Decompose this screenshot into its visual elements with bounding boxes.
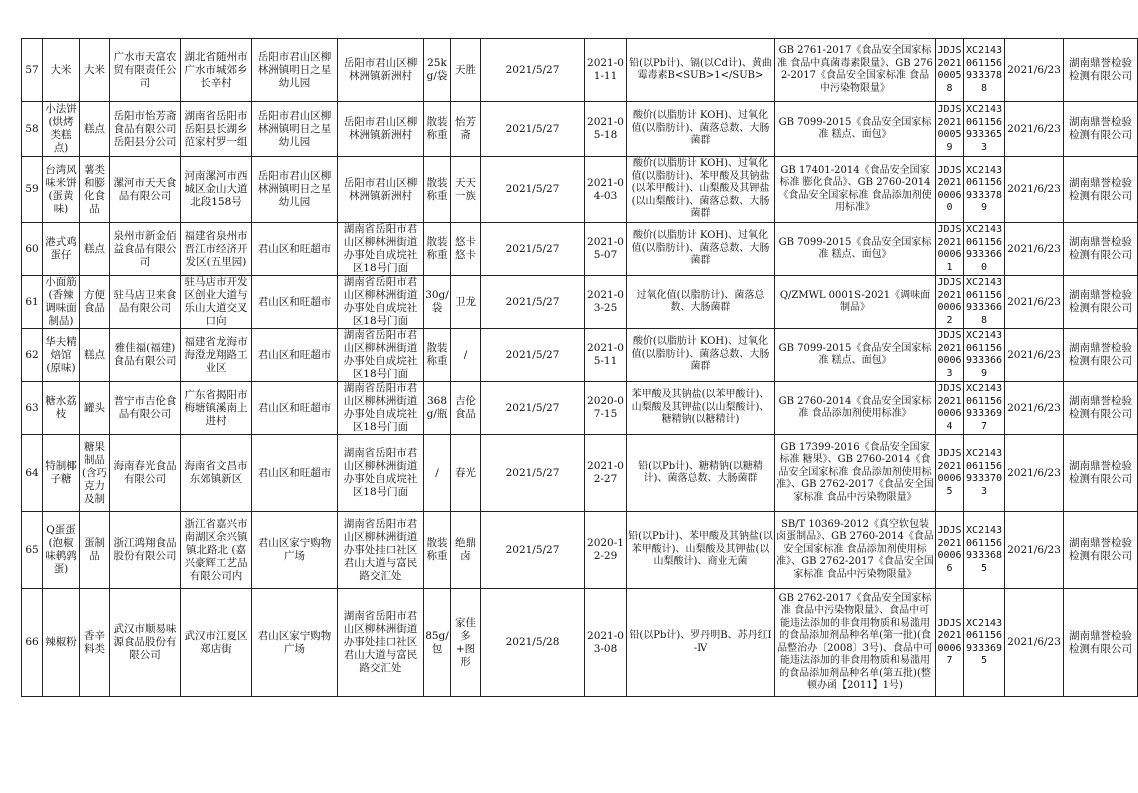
cell-sampled-unit: 君山区家宁购物广场: [252, 512, 338, 589]
cell-sample-no: XC21430611569333697: [964, 382, 1005, 435]
cell-no: 64: [22, 435, 43, 512]
cell-brand: 天天一族: [451, 157, 481, 223]
cell-brand: 春光: [451, 435, 481, 512]
cell-no: 59: [22, 157, 43, 223]
cell-producer-address: 驻马店市开发区创业大道与乐山大道交叉口向: [181, 276, 252, 329]
cell-production-date: 2021-05-18: [585, 102, 627, 157]
cell-report-no: JDJS202100059: [936, 102, 964, 157]
cell-sample-name: 港式鸡蛋仔: [43, 223, 80, 276]
cell-report-date: 2021/6/23: [1005, 435, 1064, 512]
cell-spec: 散装称重: [424, 223, 451, 276]
cell-producer: 雅佳福(福建)食品有限公司: [110, 329, 181, 382]
cell-sampled-address: 湖南省岳阳市君山区柳林洲街道办事处自成垸社区18号门面: [338, 435, 424, 512]
cell-category: 罐头: [80, 382, 110, 435]
cell-sample-name: Q蛋蛋(泡椒味鹌鹑蛋): [43, 512, 80, 589]
cell-producer: 海南春光食品有限公司: [110, 435, 181, 512]
cell-producer: 岳阳市怡芳斋食品有限公司岳阳县分公司: [110, 102, 181, 157]
cell-sample-no: XC21430611569333669: [964, 329, 1005, 382]
cell-standard: Q/ZMWL 0001S-2021《调味面制品》: [775, 276, 936, 329]
cell-test-items: 酸价(以脂肪计 KOH)、过氧化值(以脂肪计)、菌落总数、大肠菌群: [627, 102, 775, 157]
cell-lab: 湖南鼎誉检验检测有限公司: [1064, 39, 1138, 102]
cell-sample-name: 小法饼(烘烤类糕点): [43, 102, 80, 157]
cell-report-no: JDJS202100061: [936, 223, 964, 276]
cell-lab: 湖南鼎誉检验检测有限公司: [1064, 382, 1138, 435]
cell-sample-no: XC21430611569333653: [964, 102, 1005, 157]
cell-report-date: 2021/6/23: [1005, 512, 1064, 589]
cell-sampled-unit: 君山区和旺超市: [252, 435, 338, 512]
cell-brand: 天胜: [451, 39, 481, 102]
cell-sample-name: 华夫精焙馆(原味): [43, 329, 80, 382]
cell-sample-no: XC21430611569333685: [964, 512, 1005, 589]
cell-brand: 怡芳斋: [451, 102, 481, 157]
cell-report-no: JDJS202100066: [936, 512, 964, 589]
cell-report-no: JDJS202100063: [936, 329, 964, 382]
cell-test-items: 铅(以Pb计)、罗丹明B、苏丹红Ⅰ-Ⅳ: [627, 589, 775, 697]
cell-sample-date: 2021/5/27: [481, 512, 585, 589]
cell-production-date: 2021-01-11: [585, 39, 627, 102]
cell-sample-no: XC21430611569333668: [964, 276, 1005, 329]
cell-standard: GB 7099-2015《食品安全国家标准 糕点、面包》: [775, 223, 936, 276]
cell-sample-no: XC21430611569333789: [964, 157, 1005, 223]
cell-sampled-unit: 岳阳市君山区柳林洲镇明日之星幼儿园: [252, 102, 338, 157]
cell-lab: 湖南鼎誉检验检测有限公司: [1064, 512, 1138, 589]
cell-sample-name: 辣椒粉: [43, 589, 80, 697]
cell-sample-date: 2021/5/27: [481, 39, 585, 102]
cell-no: 66: [22, 589, 43, 697]
cell-report-date: 2021/6/23: [1005, 102, 1064, 157]
cell-report-date: 2021/6/23: [1005, 223, 1064, 276]
cell-spec: 368g/瓶: [424, 382, 451, 435]
cell-producer-address: 武汉市江夏区郑店街: [181, 589, 252, 697]
inspection-results-table: [21, 38, 1138, 697]
cell-sample-name: 台湾风味米饼(蛋黄味): [43, 157, 80, 223]
cell-production-date: 2021-03-08: [585, 589, 627, 697]
cell-sampled-unit: 君山区和旺超市: [252, 276, 338, 329]
cell-report-date: 2021/6/23: [1005, 329, 1064, 382]
cell-producer-address: 福建省泉州市晋江市经济开发区(五里园): [181, 223, 252, 276]
cell-spec: 散装称重: [424, 512, 451, 589]
cell-sampled-unit: 岳阳市君山区柳林洲镇明日之星幼儿园: [252, 157, 338, 223]
cell-producer-address: 广东省揭阳市梅塘镇溪南上进村: [181, 382, 252, 435]
cell-producer-address: 湖南省岳阳市岳阳县长湖乡范家村罗一组: [181, 102, 252, 157]
cell-sample-date: 2021/5/27: [481, 382, 585, 435]
cell-report-no: JDJS202100058: [936, 39, 964, 102]
cell-report-no: JDJS202100064: [936, 382, 964, 435]
cell-spec: 散装称重: [424, 157, 451, 223]
cell-sampled-address: 湖南省岳阳市君山区柳林洲街道办事处自成垸社区18号门面: [338, 223, 424, 276]
cell-lab: 湖南鼎誉检验检测有限公司: [1064, 435, 1138, 512]
cell-no: 65: [22, 512, 43, 589]
cell-test-items: 苯甲酸及其钠盐(以苯甲酸计)、山梨酸及其钾盐(以山梨酸计)、糖精钠(以糖精计): [627, 382, 775, 435]
cell-report-date: 2021/6/23: [1005, 157, 1064, 223]
cell-sample-date: 2021/5/27: [481, 157, 585, 223]
table-row: [22, 102, 1138, 157]
cell-spec: /: [424, 435, 451, 512]
cell-standard: GB 7099-2015《食品安全国家标准 糕点、面包》: [775, 329, 936, 382]
cell-no: 62: [22, 329, 43, 382]
cell-producer-address: 湖北省随州市广水市城郊乡长辛村: [181, 39, 252, 102]
cell-category: 香辛料类: [80, 589, 110, 697]
cell-lab: 湖南鼎誉检验检测有限公司: [1064, 329, 1138, 382]
cell-category: 方便食品: [80, 276, 110, 329]
cell-sample-no: XC21430611569333788: [964, 39, 1005, 102]
cell-sampled-unit: 君山区和旺超市: [252, 223, 338, 276]
cell-producer: 浙江鸿翔食品股份有限公司: [110, 512, 181, 589]
cell-production-date: 2020-07-15: [585, 382, 627, 435]
cell-report-date: 2021/6/23: [1005, 589, 1064, 697]
cell-sampled-address: 湖南省岳阳市君山区柳林洲街道办事处挂口社区君山大道与富民路交汇处: [338, 512, 424, 589]
table-row: [22, 276, 1138, 329]
cell-producer: 普宁市吉伦食品有限公司: [110, 382, 181, 435]
cell-production-date: 2021-05-11: [585, 329, 627, 382]
cell-standard: GB 17401-2014《食品安全国家标准 膨化食品》、GB 2760-2014《食品安全国家标准 食品添加剂使用标准》: [775, 157, 936, 223]
table-row: [22, 382, 1138, 435]
cell-no: 63: [22, 382, 43, 435]
cell-no: 60: [22, 223, 43, 276]
cell-sampled-address: 湖南省岳阳市君山区柳林洲街道办事处挂口社区君山大道与富民路交汇处: [338, 589, 424, 697]
cell-category: 糕点: [80, 223, 110, 276]
cell-sample-no: XC21430611569333695: [964, 589, 1005, 697]
cell-spec: 25kg/袋: [424, 39, 451, 102]
cell-sample-date: 2021/5/28: [481, 589, 585, 697]
cell-sample-date: 2021/5/27: [481, 329, 585, 382]
cell-sampled-address: 岳阳市君山区柳林洲镇新洲村: [338, 39, 424, 102]
cell-spec: 30g/袋: [424, 276, 451, 329]
cell-test-items: 过氧化值(以脂肪计)、菌落总数、大肠菌群: [627, 276, 775, 329]
cell-category: 糕点: [80, 102, 110, 157]
cell-report-no: JDJS202100060: [936, 157, 964, 223]
cell-sample-no: XC21430611569333703: [964, 435, 1005, 512]
cell-standard: GB 2762-2017《食品安全国家标准 食品中污染物限量》、食品中可能违法添加的非食用物质和易滥用的食品添加剂品种名单(第一批)(食品整治办〔2008〕3号)、食品中可能违法添加的非食用物质和易滥用的食品添加剂品种名单(第五批)(整顿办函【2011】1号): [775, 589, 936, 697]
cell-spec: 散装称重: [424, 102, 451, 157]
cell-spec: 散装称重: [424, 329, 451, 382]
cell-standard: SB/T 10369-2012《真空软包装卤蛋制品》、GB 2760-2014《食品安全国家标准 食品添加剂使用标准》、GB 2762-2017《食品安全国家标准 食品中污染物限量》: [775, 512, 936, 589]
cell-report-no: JDJS202100065: [936, 435, 964, 512]
cell-report-date: 2021/6/23: [1005, 39, 1064, 102]
cell-sampled-unit: 君山区和旺超市: [252, 382, 338, 435]
cell-sample-name: 糖水荔枝: [43, 382, 80, 435]
cell-producer: 驻马店卫来食品有限公司: [110, 276, 181, 329]
cell-sample-date: 2021/5/27: [481, 435, 585, 512]
cell-spec: 85g/包: [424, 589, 451, 697]
cell-standard: GB 7099-2015《食品安全国家标准 糕点、面包》: [775, 102, 936, 157]
cell-sample-name: 大米: [43, 39, 80, 102]
cell-lab: 湖南鼎誉检验检测有限公司: [1064, 276, 1138, 329]
cell-sample-date: 2021/5/27: [481, 276, 585, 329]
cell-category: 大米: [80, 39, 110, 102]
cell-sample-name: 特制椰子糖: [43, 435, 80, 512]
cell-test-items: 酸价(以脂肪计 KOH)、过氧化值(以脂肪计)、菌落总数、大肠菌群: [627, 329, 775, 382]
cell-sample-date: 2021/5/27: [481, 102, 585, 157]
cell-report-date: 2021/6/23: [1005, 276, 1064, 329]
cell-sampled-address: 岳阳市君山区柳林洲镇新洲村: [338, 157, 424, 223]
cell-sampled-unit: 君山区家宁购物广场: [252, 589, 338, 697]
cell-brand: 家佳多+图形: [451, 589, 481, 697]
cell-category: 糖果制品(含巧克力及制: [80, 435, 110, 512]
table-row: [22, 39, 1138, 102]
cell-category: 糕点: [80, 329, 110, 382]
cell-test-items: 铅(以Pb计)、糖精钠(以糖精计)、菌落总数、大肠菌群: [627, 435, 775, 512]
cell-brand: 吉伦食品: [451, 382, 481, 435]
table-row: [22, 435, 1138, 512]
cell-category: 蛋制品: [80, 512, 110, 589]
table-row: [22, 223, 1138, 276]
cell-producer: 漯河市天天食品有限公司: [110, 157, 181, 223]
cell-test-items: 酸价(以脂肪计 KOH)、过氧化值(以脂肪计)、菌落总数、大肠菌群: [627, 223, 775, 276]
cell-test-items: 铅(以Pb计)、镉(以Cd计)、黄曲霉毒素B<SUB>1</SUB>: [627, 39, 775, 102]
cell-standard: GB 2760-2014《食品安全国家标准 食品添加剂使用标准》: [775, 382, 936, 435]
cell-test-items: 铅(以Pb计)、苯甲酸及其钠盐(以苯甲酸计)、山梨酸及其钾盐(以山梨酸计)、商业无菌: [627, 512, 775, 589]
cell-no: 61: [22, 276, 43, 329]
cell-sampled-address: 湖南省岳阳市君山区柳林洲街道办事处自成垸社区18号门面: [338, 276, 424, 329]
cell-sampled-unit: 君山区和旺超市: [252, 329, 338, 382]
cell-standard: GB 17399-2016《食品安全国家标准 糖果》、GB 2760-2014《食品安全国家标准 食品添加剂使用标准》、GB 2762-2017《食品安全国家标准 食品中污染物限量》: [775, 435, 936, 512]
cell-brand: 卫龙: [451, 276, 481, 329]
cell-producer-address: 浙江省嘉兴市南湖区余兴镇镇北路北 (嘉兴豪辉工艺品有限公司内: [181, 512, 252, 589]
cell-production-date: 2021-02-27: [585, 435, 627, 512]
cell-sampled-unit: 岳阳市君山区柳林洲镇明日之星幼儿园: [252, 39, 338, 102]
cell-sampled-address: 湖南省岳阳市君山区柳林洲街道办事处自成垸社区18号门面: [338, 329, 424, 382]
cell-lab: 湖南鼎誉检验检测有限公司: [1064, 157, 1138, 223]
cell-producer-address: 海南省文昌市东郊镇新区: [181, 435, 252, 512]
cell-no: 57: [22, 39, 43, 102]
cell-report-no: JDJS202100062: [936, 276, 964, 329]
cell-report-no: JDJS202100067: [936, 589, 964, 697]
table-row: [22, 157, 1138, 223]
cell-producer-address: 河南漯河市西城区金山大道北段158号: [181, 157, 252, 223]
cell-sample-name: 小面筋(香辣调味面制品): [43, 276, 80, 329]
cell-producer: 泉州市新金佰益食品有限公司: [110, 223, 181, 276]
cell-lab: 湖南鼎誉检验检测有限公司: [1064, 102, 1138, 157]
table-row: [22, 512, 1138, 589]
cell-brand: 绝鼎卤: [451, 512, 481, 589]
table-row: [22, 329, 1138, 382]
cell-sampled-address: 岳阳市君山区柳林洲镇新洲村: [338, 102, 424, 157]
cell-production-date: 2020-12-29: [585, 512, 627, 589]
cell-production-date: 2021-05-07: [585, 223, 627, 276]
cell-brand: /: [451, 329, 481, 382]
cell-test-items: 酸价(以脂肪计 KOH)、过氧化值(以脂肪计)、苯甲酸及其钠盐(以苯甲酸计)、山梨酸及其钾盐(以山梨酸计)、菌落总数、大肠菌群: [627, 157, 775, 223]
cell-producer: 武汉市顺易味源食品股份有限公司: [110, 589, 181, 697]
cell-category: 薯类和膨化食品: [80, 157, 110, 223]
cell-production-date: 2021-04-03: [585, 157, 627, 223]
cell-sampled-address: 湖南省岳阳市君山区柳林洲街道办事处自成垸社区18号门面: [338, 382, 424, 435]
cell-no: 58: [22, 102, 43, 157]
cell-lab: 湖南鼎誉检验检测有限公司: [1064, 589, 1138, 697]
cell-lab: 湖南鼎誉检验检测有限公司: [1064, 223, 1138, 276]
cell-standard: GB 2761-2017《食品安全国家标准 食品中真菌毒素限量》、GB 2762-2017《食品安全国家标准 食品中污染物限量》: [775, 39, 936, 102]
cell-producer-address: 福建省龙海市海澄龙翔路工业区: [181, 329, 252, 382]
cell-producer: 广水市天富农贸有限责任公司: [110, 39, 181, 102]
cell-production-date: 2021-03-25: [585, 276, 627, 329]
cell-sample-no: XC21430611569333660: [964, 223, 1005, 276]
cell-report-date: 2021/6/23: [1005, 382, 1064, 435]
table-row: [22, 589, 1138, 697]
cell-sample-date: 2021/5/27: [481, 223, 585, 276]
cell-brand: 悠卡悠卡: [451, 223, 481, 276]
